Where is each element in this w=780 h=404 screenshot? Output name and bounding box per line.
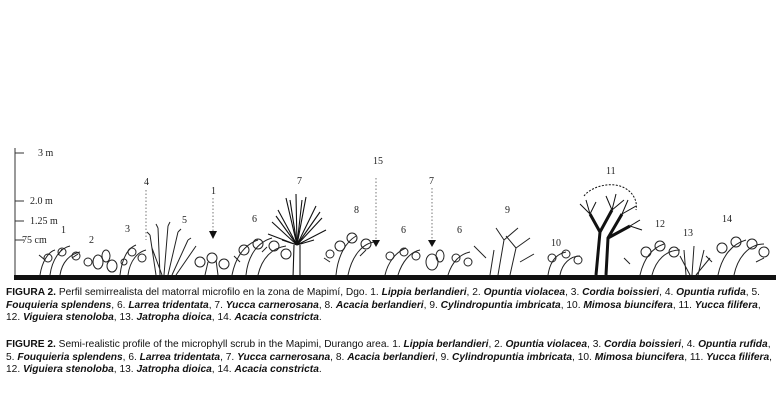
- species-number: 3.: [570, 287, 580, 298]
- caption-es-species-list: 1. Lippia berlandieri, 2. Opuntia violacea, 3. Cordia boissieri, 4. Opuntia rufida, 5. Fouquieria splendens, 6. Larrea tridentata, 7. Yucca carnerosana, 8. Acacia berlandieri, 9. Cylindropuntia imbricata, 10. Mimosa biuncifera, 11. Yucca filifera, 12. Viguiera stenoloba, 13. Jatropha dioica, 14. Acacia constricta.: [6, 287, 761, 324]
- species-number: 8.: [324, 299, 334, 311]
- species-number: 5.: [751, 287, 760, 298]
- species-number: 7.: [214, 299, 223, 311]
- species-number: 6.: [128, 351, 137, 363]
- species-number: 13.: [119, 312, 134, 324]
- plant-label: 4: [144, 177, 149, 188]
- plant-label: 7: [297, 176, 302, 187]
- species-name: Lippia berlandieri: [381, 287, 467, 298]
- height-scale: [15, 148, 24, 278]
- species-name: Acacia berlandieri: [335, 299, 424, 311]
- plant-label: 15: [373, 156, 383, 167]
- species-name: Viguiera stenoloba: [23, 364, 114, 376]
- species-name: Fouquieria splendens: [6, 299, 112, 311]
- species-name: Acacia constricta: [234, 312, 319, 324]
- species-number: 2.: [494, 339, 503, 350]
- species-number: 9.: [429, 299, 438, 311]
- caption-en-lead: Semi-realistic profile of the microphyll scrub in the Mapimi, Durango area.: [58, 339, 390, 350]
- species-number: 11.: [678, 299, 692, 311]
- shrub-drawings: [39, 222, 291, 275]
- ground-line: [14, 275, 776, 280]
- species-name: Fouquieria splendens: [17, 351, 123, 363]
- plant-label: 6: [457, 225, 462, 236]
- caption-spanish: [6, 287, 774, 325]
- species-number: 10.: [566, 299, 581, 311]
- species-name: Viguiera stenoloba: [23, 312, 114, 324]
- shrub-drawings-right: [624, 237, 769, 275]
- species-name: Acacia constricta: [234, 364, 319, 376]
- species-number: 1.: [392, 339, 401, 350]
- species-number: 5.: [6, 351, 15, 363]
- species-number: 14.: [217, 312, 232, 324]
- species-number: 8.: [335, 351, 345, 363]
- yucca-filifera-drawing: [580, 185, 642, 275]
- species-name: Jatropha dioica: [136, 312, 212, 324]
- species-name: Cylindropuntia imbricata: [452, 351, 573, 363]
- species-number: 14.: [217, 364, 232, 376]
- species-name: Opuntia violacea: [505, 339, 588, 350]
- species-name: Yucca carnerosana: [225, 299, 319, 311]
- species-number: 7.: [225, 351, 235, 363]
- caption-en-species-list: 1. Lippia berlandieri, 2. Opuntia violacea, 3. Cordia boissieri, 4. Opuntia rufida, 5. Fouquieria splendens, 6. Larrea tridentata, 7. Yucca carnerosana, 8. Acacia berlandieri, 9. Cylindropuntia imbricata, 10. Mimosa biuncifera, 11. Yucca filifera, 12. Viguiera stenoloba, 13. Jatropha dioica, 14. Acacia constricta.: [6, 339, 773, 376]
- shrub-drawings-middle: [324, 228, 582, 275]
- species-name: Larrea tridentata: [139, 351, 221, 363]
- species-number: 11.: [689, 351, 704, 363]
- species-name: Jatropha dioica: [136, 364, 212, 376]
- species-number: 13.: [119, 364, 134, 376]
- species-name: Lippia berlandieri: [403, 339, 489, 350]
- scale-label-2m: 2.0 m: [30, 196, 53, 207]
- species-name: Mimosa biuncifera: [583, 299, 673, 311]
- caption-es-prefix: FIGURA 2.: [6, 287, 56, 298]
- plant-labels: [61, 156, 732, 249]
- species-number: 10.: [577, 351, 592, 363]
- plant-label: 10: [551, 238, 561, 249]
- scale-label-3m: 3 m: [38, 148, 54, 159]
- plant-label: 12: [655, 219, 665, 230]
- plant-label: 13: [683, 228, 693, 239]
- plant-label: 6: [252, 214, 257, 225]
- plant-label: 3: [125, 224, 130, 235]
- species-name: Cylindropuntia imbricata: [440, 299, 561, 311]
- species-name: Larrea tridentata: [128, 299, 209, 311]
- species-number: 12.: [6, 312, 21, 324]
- plant-label: 1: [211, 186, 216, 197]
- plant-label: 9: [505, 205, 510, 216]
- species-name: Opuntia rufida: [698, 339, 768, 350]
- caption-es-lead: Perfil semirrealista del matorral microfilo en la zona de Mapimí, Dgo.: [58, 287, 368, 298]
- species-name: Yucca filifera: [694, 299, 758, 311]
- plant-label: 11: [606, 166, 616, 177]
- plant-label: 14: [722, 214, 732, 225]
- species-number: 6.: [116, 299, 126, 311]
- species-number: 4.: [686, 339, 696, 350]
- species-name: Cordia boissieri: [604, 339, 682, 350]
- species-number: 9.: [440, 351, 450, 363]
- scale-label-125m: 1.25 m: [30, 216, 58, 227]
- plant-label: 1: [61, 225, 66, 236]
- species-name: Acacia berlandieri: [347, 351, 435, 363]
- species-number: 2.: [472, 287, 481, 298]
- plant-label: 6: [401, 225, 406, 236]
- plant-label: 2: [89, 235, 94, 246]
- plant-label: 7: [429, 176, 434, 187]
- species-name: Opuntia rufida: [676, 287, 746, 298]
- species-name: Cordia boissieri: [582, 287, 660, 298]
- species-name: Opuntia violacea: [483, 287, 566, 298]
- species-number: 3.: [592, 339, 602, 350]
- species-name: Mimosa biuncifera: [594, 351, 685, 363]
- species-number: 12.: [6, 364, 21, 376]
- species-number: 1.: [370, 287, 379, 298]
- caption-english: [6, 339, 774, 377]
- caption-en-prefix: FIGURE 2.: [6, 339, 56, 350]
- species-number: 4.: [664, 287, 674, 298]
- species-name: Yucca carnerosana: [237, 351, 331, 363]
- yucca-drawing: [268, 194, 326, 278]
- scale-label-75cm: 75 cm: [22, 235, 47, 246]
- plant-label: 8: [354, 205, 359, 216]
- species-name: Yucca filifera: [706, 351, 770, 363]
- plant-label: 5: [182, 215, 187, 226]
